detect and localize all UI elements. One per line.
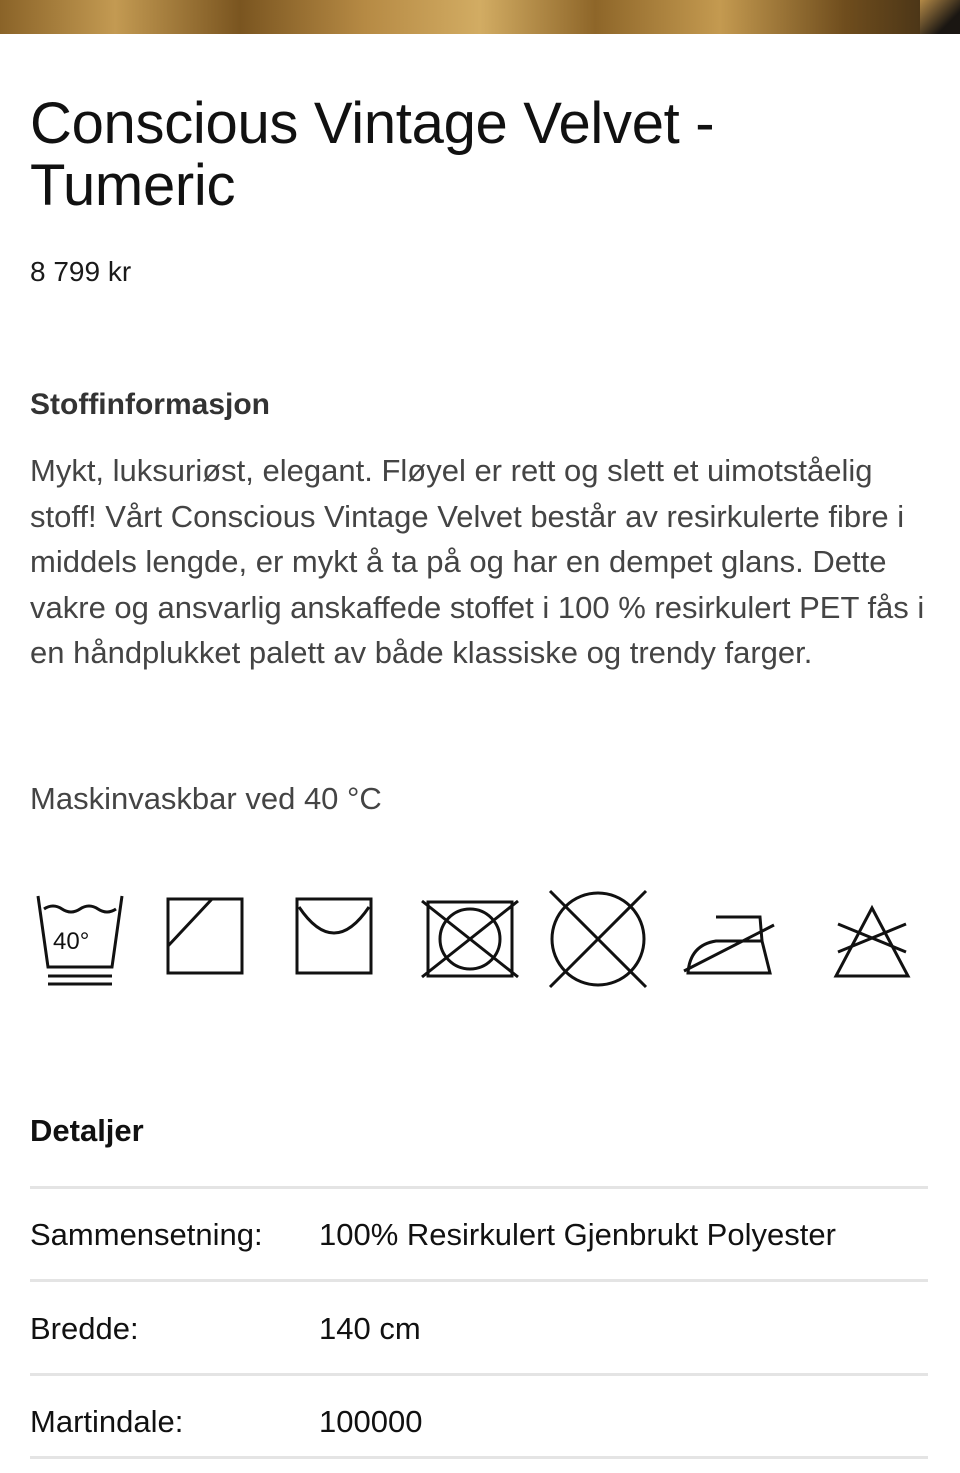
composition-label: Sammensetning: — [30, 1217, 263, 1252]
product-price: 8 799 kr — [30, 256, 132, 287]
width-value: 140 cm — [319, 1311, 421, 1346]
fabric-info-heading: Stoffinformasjon — [30, 388, 270, 421]
divider — [30, 1186, 928, 1189]
width-label: Bredde: — [30, 1311, 139, 1346]
composition-value: 100% Resirkulert Gjenbrukt Polyester — [319, 1217, 836, 1252]
product-title: Conscious Vintage Velvet - Tumeric — [30, 91, 715, 218]
do-not-tumble-dry-icon — [420, 899, 520, 979]
wash-temperature-label: 40° — [53, 928, 90, 955]
product-image-corner — [920, 0, 960, 34]
product-info-card — [0, 34, 960, 1473]
do-not-bleach-icon — [832, 906, 912, 980]
divider — [30, 1456, 928, 1459]
dry-in-shade-icon — [166, 897, 244, 975]
wash-40-icon — [36, 893, 124, 988]
do-not-iron-icon — [682, 911, 776, 979]
wash-instruction: Maskinvaskbar ved 40 °C — [30, 781, 382, 816]
details-heading: Detaljer — [30, 1113, 144, 1148]
divider — [30, 1373, 928, 1376]
divider — [30, 1279, 928, 1282]
line-dry-icon — [295, 897, 373, 975]
do-not-dry-clean-icon — [548, 889, 648, 989]
martindale-value: 100000 — [319, 1404, 423, 1439]
fabric-description: Mykt, luksuriøst, elegant. Fløyel er rett og slett et uimotståelig stoff! Vårt Conscious Vintage Velvet består av resirkulerte fibre i middels lengde, er mykt å ta på og har en dempet glans. Dette vakre og ansvarlig anskaffede stoffet i 100 % resirkulert PET fås i en håndplukket palett av både klassiske og trendy farger. — [30, 453, 925, 671]
martindale-label: Martindale: — [30, 1404, 184, 1439]
product-image-banner — [0, 0, 960, 34]
